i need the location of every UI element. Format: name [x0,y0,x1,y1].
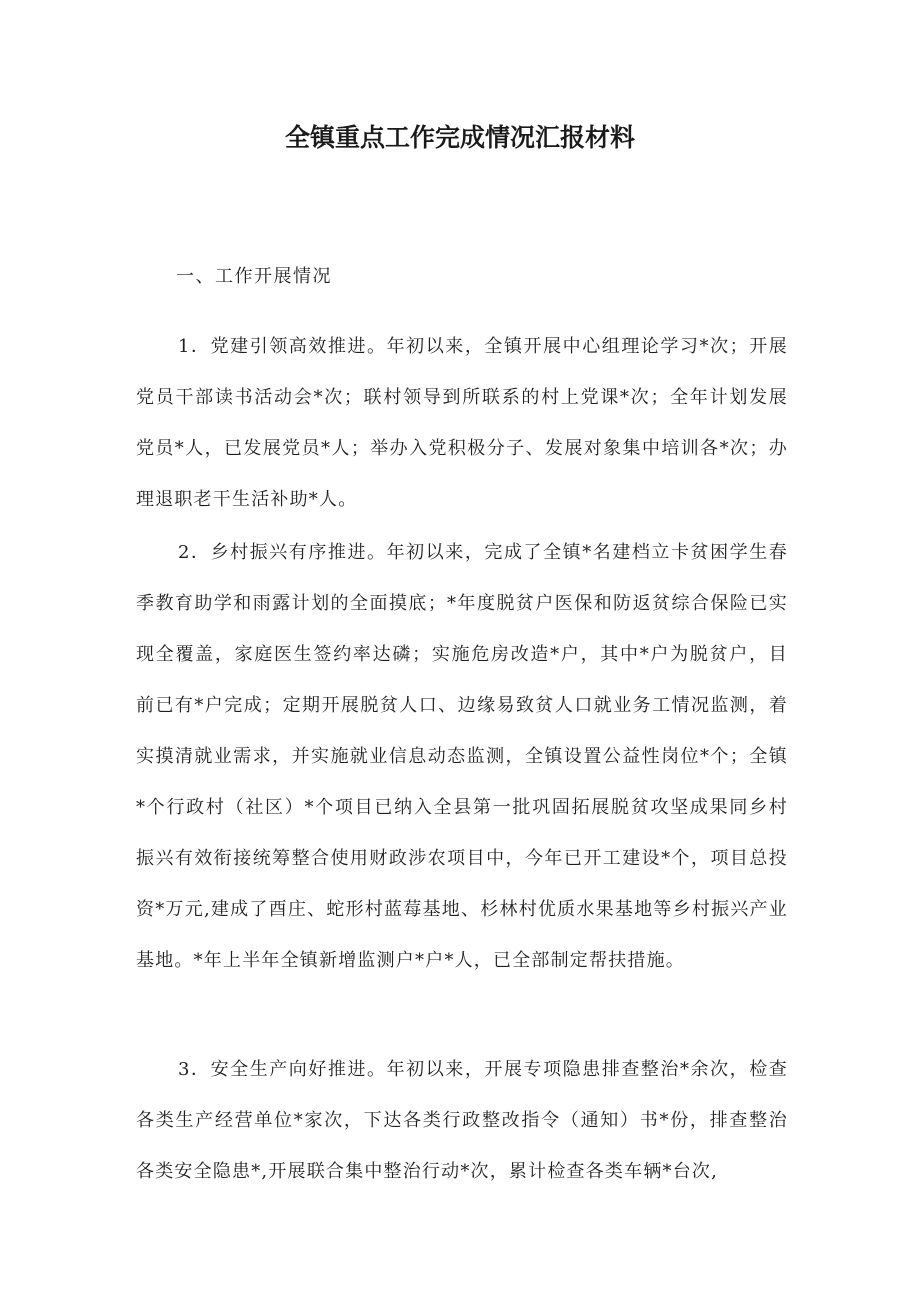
paragraph-production-safety: 3．安全生产向好推进。年初以来，开展专项隐患排查整治*余次，检查各类生产经营单位*家次，下达各类行政整改指令（通知）书*份，排查整治各类安全隐患*,开展联合集中整治行动*次，累计检查各类车辆*台次, [136,1059,788,1182]
paragraph-party-building: 1．党建引领高效推进。年初以来，全镇开展中心组理论学习*次；开展党员干部读书活动会*次；联村领导到所联系的村上党课*次；全年计划发展党员*人，已发展党员*人；举办入党积极分子、发展对象集中培训各*次；办理退职老干生活补助*人。 [136,336,788,510]
paragraph-rural-revitalization: 2．乡村振兴有序推进。年初以来，完成了全镇*名建档立卡贫困学生春季教育助学和雨露计划的全面摸底；*年度脱贫户医保和防返贫综合保险已实现全覆盖，家庭医生签约率达磷；实施危房改造*户，其中*户为脱贫户，目前已有*户完成；定期开展脱贫人口、边缘易致贫人口就业务工情况监测，着实摸清就业需求，并实施就业信息动态监测，全镇设置公益性岗位*个；全镇*个行政村（社区）*个项目已纳入全县第一批巩固拓展脱贫攻坚成果同乡村振兴有效衔接统筹整合使用财政涉农项目中，今年已开工建设*个，项目总投资*万元,建成了酉庄、蛇形村蓝莓基地、杉林村优质水果基地等乡村振兴产业基地。*年上半年全镇新增监测户*户*人，已全部制定帮扶措施。 [136,542,788,971]
section-heading: 一、工作开展情况 [176,266,332,287]
document-title: 全镇重点工作完成情况汇报材料 [284,123,635,152]
